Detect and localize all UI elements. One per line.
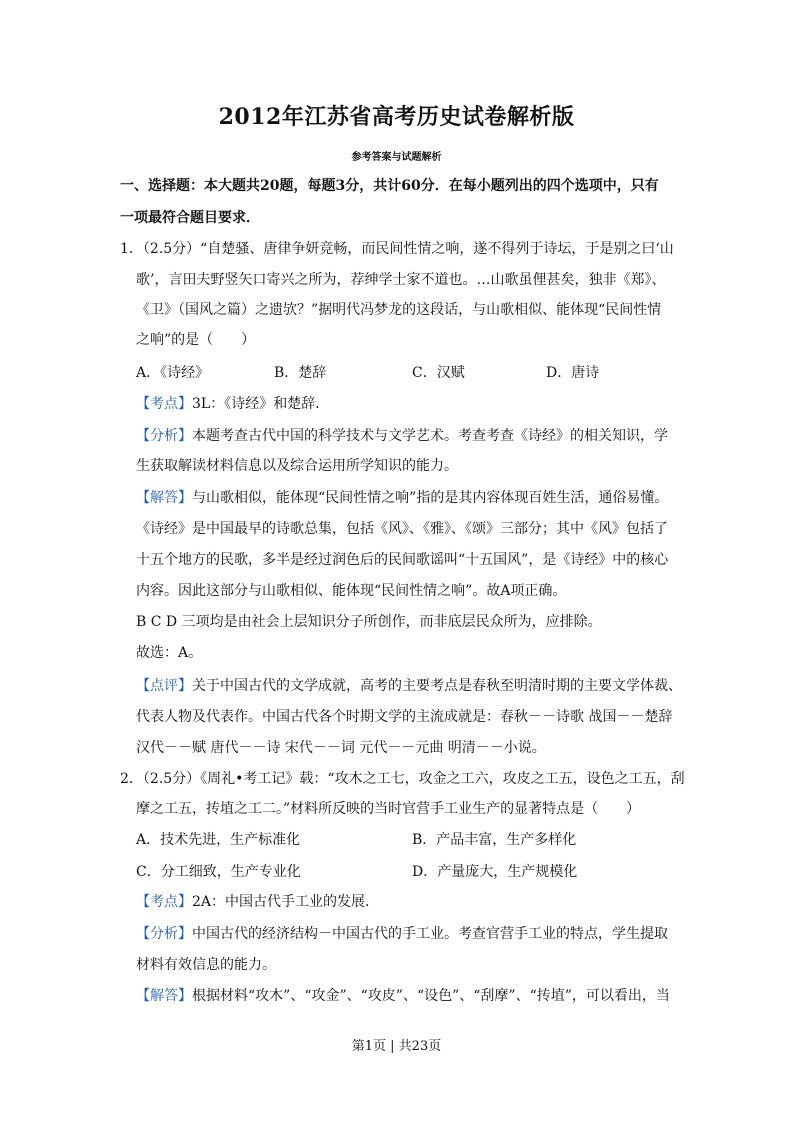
q2-option-c: C．分工细致，生产专业化 xyxy=(136,864,301,880)
page-title: 2012年江苏省高考历史试卷解析版 xyxy=(218,104,575,130)
q1-option-b: B．楚辞 xyxy=(274,365,327,381)
q1-stem-line4: 之响”的是（ ） xyxy=(136,332,256,348)
section-heading: 一、选择题：本大题共20题，每题3分，共计60分．在每小题列出的四个选项中，只有 xyxy=(120,178,659,194)
q1-option-d: D．唐诗 xyxy=(546,365,600,381)
q1-jieda-line3: 十五个地方的民歌，多半是经过润色后的民间歌谣叫“十五国风”，是《诗经》中的核心 xyxy=(136,552,669,568)
q1-option-a: A．《诗经》 xyxy=(136,365,210,381)
jieda-text: 根据材料“攻木”、“攻金”、“攻皮”、“设色”、“刮摩”、“抟埴”，可以看出，当 xyxy=(192,988,670,1004)
section-heading-cont: 一项最符合题目要求． xyxy=(120,210,260,226)
q2-stem-line1: 2．（2.5分）《周礼•考工记》载：“攻木之工七，攻金之工六，攻皮之工五，设色之工五，刮 xyxy=(120,771,685,787)
kaodian-label: 【考点】 xyxy=(136,396,192,412)
kaodian-text: 2A：中国古代手工业的发展． xyxy=(192,894,380,910)
dianping-label: 【点评】 xyxy=(136,678,192,694)
jieda-label: 【解答】 xyxy=(136,490,192,506)
fenxi-text: 本题考查古代中国的科学技术与文学艺术。考查考查《诗经》的相关知识，学 xyxy=(192,428,668,444)
page-subtitle: 参考答案与试题解析 xyxy=(351,152,442,163)
q2-option-a: A．技术先进，生产标准化 xyxy=(136,832,301,848)
fenxi-label: 【分析】 xyxy=(136,926,192,942)
fenxi-text: 中国古代的经济结构－中国古代的手工业。考查官营手工业的特点，学生提取 xyxy=(192,926,668,942)
q1-stem-line1: 1．（2.5分）“自楚骚、唐律争妍竞畅，而民间性情之响，遂不得列于诗坛，于是别之曰‘山 xyxy=(120,241,674,257)
q1-option-c: C．汉赋 xyxy=(412,365,465,381)
q1-fenxi xyxy=(136,420,668,452)
q1-stem-line3: 《卫》（国风之篇）之遗欤？”据明代冯梦龙的这段话，与山歌相似、能体现“民间性情 xyxy=(136,302,662,318)
kaodian-label: 【考点】 xyxy=(136,894,192,910)
q2-kaodian xyxy=(136,886,379,918)
q2-option-d: D．产量庞大，生产规模化 xyxy=(412,864,578,880)
dianping-text: 关于中国古代的文学成就，高考的主要考点是春秋至明清时期的主要文学体裁、 xyxy=(192,678,682,694)
q1-kaodian xyxy=(136,388,329,420)
q1-dianping-line3: 汉代－－赋 唐代－－诗 宋代－－词 元代－－元曲 明清－－小说。 xyxy=(136,740,546,756)
q2-fenxi xyxy=(136,918,668,950)
q1-answer: 故选：A。 xyxy=(136,645,203,661)
q1-stem-line2: 歌’，言田夫野竖矢口寄兴之所为，荐绅学士家不道也。…山歌虽俚甚矣，独非《郑》、 xyxy=(136,272,666,288)
q1-dianping xyxy=(136,670,682,702)
q1-fenxi-line2: 生获取解读材料信息以及综合运用所学知识的能力。 xyxy=(136,458,458,474)
kaodian-text: 3L：《诗经》和楚辞． xyxy=(192,396,330,412)
q1-jieda-line5: B C D 三项均是由社会上层知识分子所创作，而非底层民众所为，应排除。 xyxy=(136,614,602,630)
fenxi-label: 【分析】 xyxy=(136,428,192,444)
q2-jieda xyxy=(136,980,670,1012)
q2-stem-line2: 摩之工五，抟埴之工二。”材料所反映的当时官营手工业生产的显著特点是（ ） xyxy=(136,801,641,817)
jieda-label: 【解答】 xyxy=(136,988,192,1004)
page-footer: 第1页 | 共23页 xyxy=(351,1039,442,1054)
q1-jieda-line2: 《诗经》是中国最早的诗歌总集，包括《风》、《雅》、《颂》三部分；其中《风》包括了 xyxy=(136,521,668,537)
q1-jieda-line4: 内容。因此这部分与山歌相似、能体现“民间性情之响”。故A项正确。 xyxy=(136,583,567,599)
q2-fenxi-line2: 材料有效信息的能力。 xyxy=(136,957,276,973)
jieda-text: 与山歌相似，能体现“民间性情之响”指的是其内容体现百姓生活，通俗易懂。 xyxy=(192,490,669,506)
q2-option-b: B．产品丰富，生产多样化 xyxy=(412,832,577,848)
q1-dianping-line2: 代表人物及代表作。中国古代各个时期文学的主流成就是：春秋－－诗歌 战国－－楚辞 xyxy=(136,709,673,725)
q1-jieda xyxy=(136,482,668,514)
